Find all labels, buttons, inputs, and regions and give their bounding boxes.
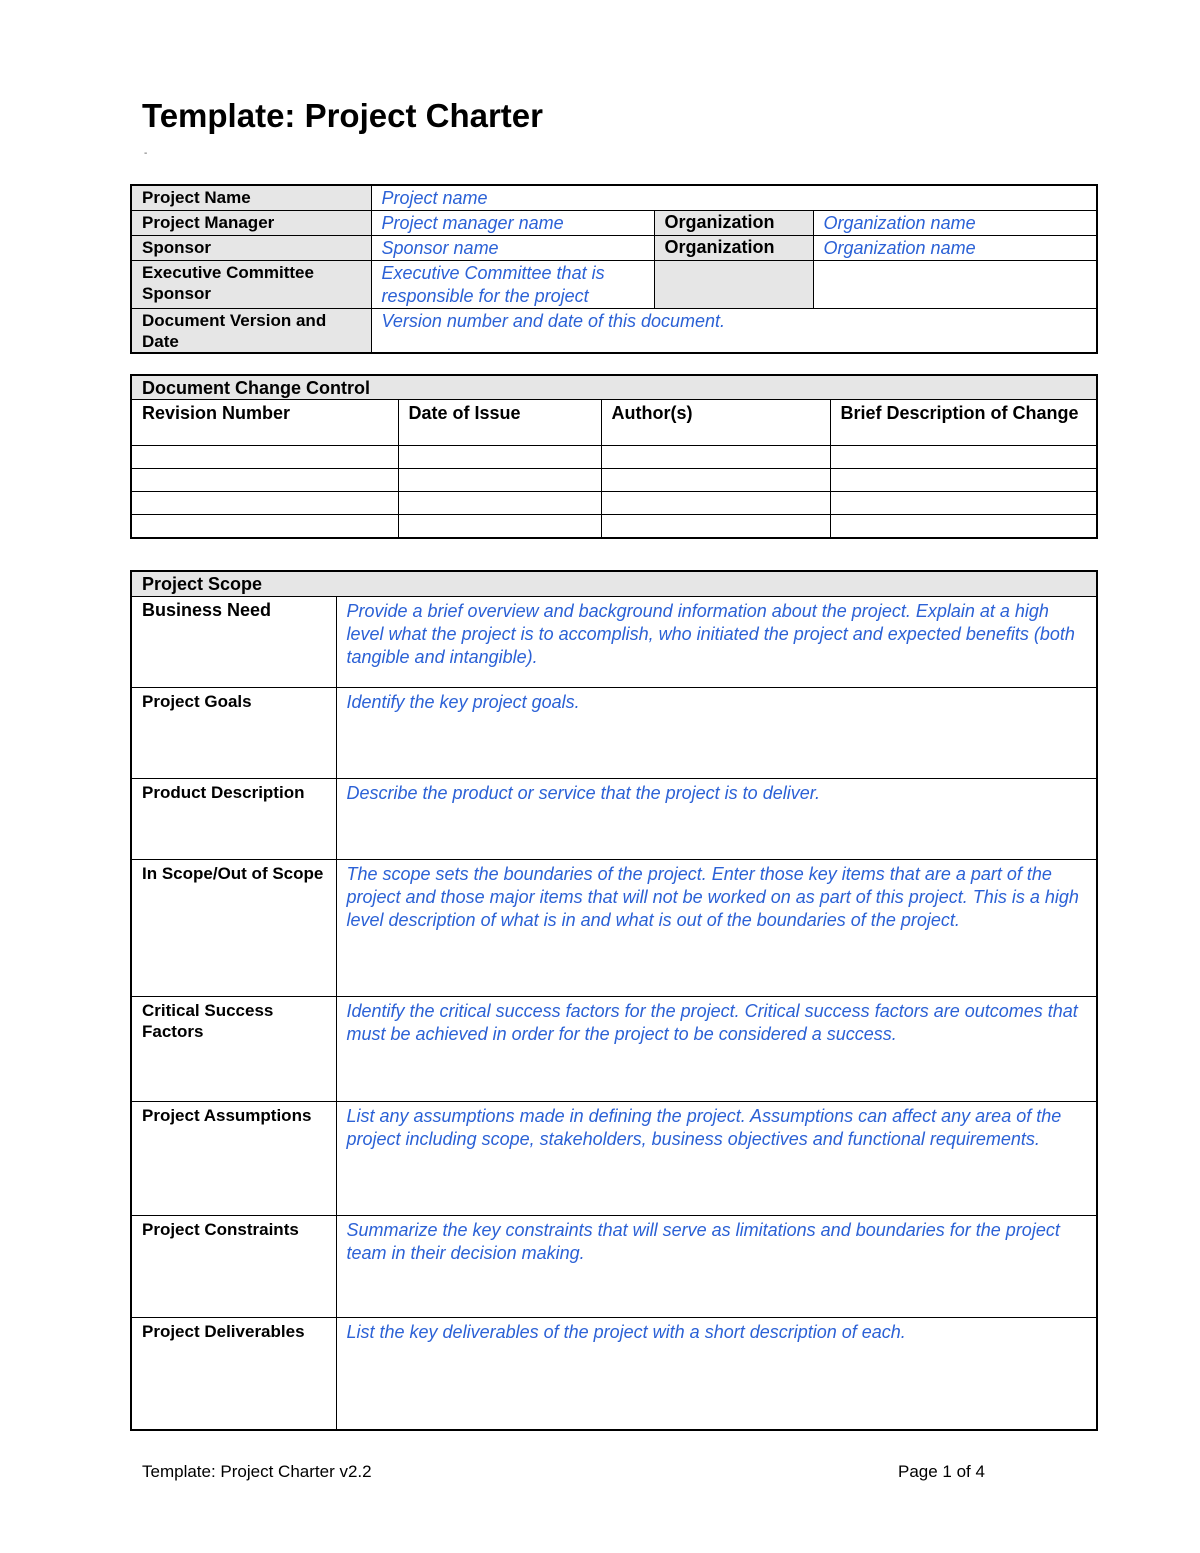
business-need-field[interactable]: Provide a brief overview and background information about the project. Explain at a high level what the project is to accomplish, who initiated the project and expected benefits (both tangible and intangible). xyxy=(336,596,1097,687)
table-row xyxy=(131,211,1097,236)
author-cell[interactable] xyxy=(601,446,830,469)
document-change-control-table xyxy=(130,374,1098,539)
project-manager-label: Project Manager xyxy=(131,211,371,236)
table-row xyxy=(131,309,1097,354)
document-version-label: Document Version and Date xyxy=(131,309,371,354)
project-name-label: Project Name xyxy=(131,185,371,211)
product-description-field[interactable]: Describe the product or service that the project is to deliver. xyxy=(336,778,1097,859)
date-cell[interactable] xyxy=(398,469,601,492)
in-scope-out-of-scope-field[interactable]: The scope sets the boundaries of the project. Enter those key items that are a part of the project and those major items that will not be worked on as part of this project. This is a high level description of what is in and what is out of the boundaries of the project. xyxy=(336,859,1097,996)
project-manager-field[interactable]: Project manager name xyxy=(371,211,654,236)
table-row xyxy=(131,236,1097,261)
description-cell[interactable] xyxy=(830,492,1097,515)
column-header-date-of-issue: Date of Issue xyxy=(398,400,601,446)
table-row xyxy=(131,996,1097,1101)
table-row xyxy=(131,515,1097,538)
project-deliverables-label: Project Deliverables xyxy=(131,1317,336,1430)
footer-document-name: Template: Project Charter v2.2 xyxy=(142,1462,372,1481)
project-name-field[interactable]: Project name xyxy=(371,185,1097,211)
empty-shaded-cell xyxy=(654,261,813,309)
project-constraints-field[interactable]: Summarize the key constraints that will serve as limitations and boundaries for the project team in their decision making. xyxy=(336,1215,1097,1317)
table-row xyxy=(131,1101,1097,1215)
table-row xyxy=(131,469,1097,492)
organization-field[interactable]: Organization name xyxy=(813,211,1097,236)
author-cell[interactable] xyxy=(601,469,830,492)
table-row xyxy=(131,185,1097,211)
table-row xyxy=(131,492,1097,515)
empty-cell[interactable] xyxy=(813,261,1097,309)
project-goals-label: Project Goals xyxy=(131,687,336,778)
project-info-table xyxy=(130,184,1098,354)
title-marker: - xyxy=(144,148,148,159)
sponsor-organization-field[interactable]: Organization name xyxy=(813,236,1097,261)
description-cell[interactable] xyxy=(830,515,1097,538)
author-cell[interactable] xyxy=(601,515,830,538)
table-row xyxy=(131,778,1097,859)
column-header-brief-description: Brief Description of Change xyxy=(830,400,1097,446)
project-scope-title: Project Scope xyxy=(131,571,1097,596)
in-scope-out-of-scope-label: In Scope/Out of Scope xyxy=(131,859,336,996)
project-assumptions-label: Project Assumptions xyxy=(131,1101,336,1215)
date-cell[interactable] xyxy=(398,492,601,515)
critical-success-factors-label: Critical Success Factors xyxy=(131,996,336,1101)
table-row xyxy=(131,687,1097,778)
table-row xyxy=(131,446,1097,469)
change-control-title: Document Change Control xyxy=(131,375,1097,400)
project-scope-table xyxy=(130,570,1098,1431)
date-cell[interactable] xyxy=(398,446,601,469)
product-description-label: Product Description xyxy=(131,778,336,859)
critical-success-factors-field[interactable]: Identify the critical success factors for the project. Critical success factors are outcomes that must be achieved in order for the project to be considered a success. xyxy=(336,996,1097,1101)
sponsor-organization-label: Organization xyxy=(654,236,813,261)
table-row xyxy=(131,596,1097,687)
revision-cell[interactable] xyxy=(131,446,398,469)
sponsor-field[interactable]: Sponsor name xyxy=(371,236,654,261)
footer-page-number: Page 1 of 4 xyxy=(898,1462,985,1481)
table-row xyxy=(131,261,1097,309)
page-title: Template: Project Charter xyxy=(142,97,543,134)
description-cell[interactable] xyxy=(830,469,1097,492)
revision-cell[interactable] xyxy=(131,469,398,492)
executive-committee-field[interactable]: Executive Committee that is responsible for the project xyxy=(371,261,654,309)
business-need-label: Business Need xyxy=(131,596,336,687)
column-header-revision-number: Revision Number xyxy=(131,400,398,446)
document-version-field[interactable]: Version number and date of this document. xyxy=(371,309,1097,354)
executive-committee-label: Executive Committee Sponsor xyxy=(131,261,371,309)
column-header-authors: Author(s) xyxy=(601,400,830,446)
revision-cell[interactable] xyxy=(131,492,398,515)
organization-label: Organization xyxy=(654,211,813,236)
sponsor-label: Sponsor xyxy=(131,236,371,261)
author-cell[interactable] xyxy=(601,492,830,515)
description-cell[interactable] xyxy=(830,446,1097,469)
date-cell[interactable] xyxy=(398,515,601,538)
table-row xyxy=(131,1215,1097,1317)
project-deliverables-field[interactable]: List the key deliverables of the project with a short description of each. xyxy=(336,1317,1097,1430)
revision-cell[interactable] xyxy=(131,515,398,538)
project-constraints-label: Project Constraints xyxy=(131,1215,336,1317)
project-assumptions-field[interactable]: List any assumptions made in defining the project. Assumptions can affect any area of the project including scope, stakeholders, business objectives and functional requirements. xyxy=(336,1101,1097,1215)
table-row xyxy=(131,859,1097,996)
project-goals-field[interactable]: Identify the key project goals. xyxy=(336,687,1097,778)
table-row xyxy=(131,1317,1097,1430)
